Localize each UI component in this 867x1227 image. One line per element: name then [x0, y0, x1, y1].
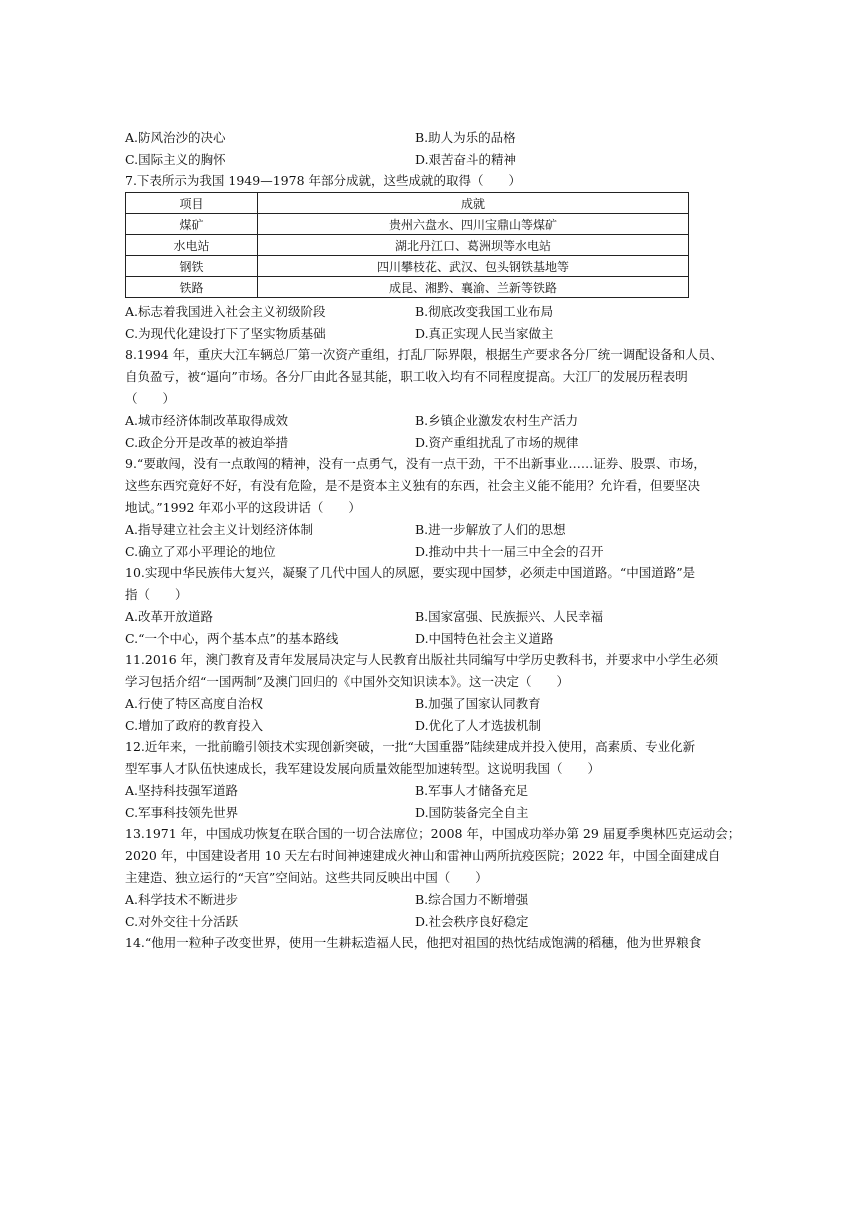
table-header-achievement: 成就	[258, 193, 689, 214]
q10-option-a[interactable]: A.改革开放道路	[125, 609, 214, 624]
table-cell: 贵州六盘水、四川宝鼎山等煤矿	[258, 214, 689, 235]
table-row	[126, 277, 689, 298]
q11-stem-line1: 11.2016 年，澳门教育及青年发展局决定与人民教育出版社共同编写中学历史教科书，并要求中小学生必须	[125, 652, 719, 667]
q6-option-b[interactable]: B.助人为乐的品格	[415, 130, 516, 145]
q14-stem-line1: 14.“他用一粒种子改变世界，使用一生耕耘造福人民，他把对祖国的热忱结成饱满的稻穗，他为世界粮食	[125, 935, 702, 950]
q6-option-a[interactable]: A.防风治沙的决心	[125, 130, 226, 145]
table-cell: 水电站	[126, 235, 258, 256]
q13-option-d[interactable]: D.社会秩序良好稳定	[415, 914, 529, 929]
table-header-item: 项目	[126, 193, 258, 214]
q8-stem-line2: 自负盈亏，被“逼向”市场。各分厂由此各显其能，职工收入均有不同程度提高。大江厂的发展历程表明	[125, 369, 688, 384]
q12-option-a[interactable]: A.坚持科技强军道路	[125, 783, 239, 798]
q12-stem-line1: 12.近年来，一批前瞻引领技术实现创新突破，一批“大国重器”陆续建成并投入使用，高素质、专业化新	[125, 739, 696, 754]
q12-stem-line2: 型军事人才队伍快速成长，我军建设发展向质量效能型加速转型。这说明我国（ ）	[125, 761, 601, 776]
table-cell: 湖北丹江口、葛洲坝等水电站	[258, 235, 689, 256]
q11-option-c[interactable]: C.增加了政府的教育投入	[125, 718, 264, 733]
q8-option-c[interactable]: C.政企分开是改革的被迫举措	[125, 435, 289, 450]
q9-option-c[interactable]: C.确立了邓小平理论的地位	[125, 544, 276, 559]
q11-option-b[interactable]: B.加强了国家认同教育	[415, 696, 541, 711]
q6-option-d[interactable]: D.艰苦奋斗的精神	[415, 152, 517, 167]
table-cell: 铁路	[126, 277, 258, 298]
q7-option-c[interactable]: C.为现代化建设打下了坚实物质基础	[125, 326, 326, 341]
q7-option-a[interactable]: A.标志着我国进入社会主义初级阶段	[125, 304, 326, 319]
q8-option-a[interactable]: A.城市经济体制改革取得成效	[125, 413, 289, 428]
q9-option-a[interactable]: A.指导建立社会主义计划经济体制	[125, 522, 314, 537]
table-row	[126, 214, 689, 235]
achievements-table	[125, 192, 689, 298]
q10-stem-line1: 10.实现中华民族伟大复兴，凝聚了几代中国人的夙愿，要实现中国梦，必须走中国道路。“中国道路”是	[125, 565, 696, 580]
q12-option-d[interactable]: D.国防装备完全自主	[415, 805, 529, 820]
q11-option-d[interactable]: D.优化了人才选拔机制	[415, 718, 542, 733]
table-row	[126, 235, 689, 256]
q8-option-b[interactable]: B.乡镇企业激发农村生产活力	[415, 413, 579, 428]
q13-option-b[interactable]: B.综合国力不断增强	[415, 892, 529, 907]
q10-option-d[interactable]: D.中国特色社会主义道路	[415, 631, 554, 646]
q12-option-c[interactable]: C.军事科技领先世界	[125, 805, 239, 820]
q12-option-b[interactable]: B.军事人才储备充足	[415, 783, 529, 798]
q13-option-c[interactable]: C.对外交往十分活跃	[125, 914, 239, 929]
q9-option-b[interactable]: B.进一步解放了人们的思想	[415, 522, 566, 537]
table-cell: 成昆、湘黔、襄渝、兰新等铁路	[258, 277, 689, 298]
q6-option-c[interactable]: C.国际主义的胸怀	[125, 152, 226, 167]
q13-option-a[interactable]: A.科学技术不断进步	[125, 892, 239, 907]
q9-stem-line2: 这些东西究竟好不好，有没有危险，是不是资本主义独有的东西，社会主义能不能用？允许看，但要坚决	[125, 478, 701, 493]
q9-stem-line1: 9.“要敢闯，没有一点敢闯的精神，没有一点勇气，没有一点干劲，干不出新事业……证券、股票、市场，	[125, 456, 706, 471]
table-row	[126, 256, 689, 277]
q7-option-d[interactable]: D.真正实现人民当家做主	[415, 326, 554, 341]
q10-option-b[interactable]: B.国家富强、民族振兴、人民幸福	[415, 609, 604, 624]
q13-stem-line3: 主建造、独立运行的“天宫”空间站。这些共同反映出中国（ ）	[125, 870, 488, 885]
q11-option-a[interactable]: A.行使了特区高度自治权	[125, 696, 264, 711]
q7-stem: 7.下表所示为我国 1949—1978 年部分成就，这些成就的取得（ ）	[125, 173, 521, 188]
q9-stem-line3: 地试。”1992 年邓小平的这段讲话（ ）	[125, 500, 361, 515]
q11-stem-line2: 学习包括介绍“一国两制”及澳门回归的《中国外交知识读本》。这一决定（ ）	[125, 674, 570, 689]
q10-option-c[interactable]: C.“一个中心，两个基本点”的基本路线	[125, 631, 339, 646]
q13-stem-line1: 13.1971 年，中国成功恢复在联合国的一切合法席位；2008 年，中国成功举办第 29 届夏季奥林匹克运动会；	[125, 826, 741, 841]
table-cell: 四川攀枝花、武汉、包头钢铁基地等	[258, 256, 689, 277]
q7-option-b[interactable]: B.彻底改变我国工业布局	[415, 304, 554, 319]
q8-stem-line1: 8.1994 年，重庆大江车辆总厂第一次资产重组，打乱厂际界限，根据生产要求各分厂统一调配设备和人员、	[125, 347, 723, 362]
q13-stem-line2: 2020 年，中国建设者用 10 天左右时间神速建成火神山和雷神山两所抗疫医院；2022 年，中国全面建成自	[125, 848, 721, 863]
table-header-row	[126, 193, 689, 214]
table-cell: 煤矿	[126, 214, 258, 235]
q8-stem-line3: （ ）	[125, 391, 176, 406]
q10-stem-line2: 指（ ）	[125, 587, 188, 602]
table-cell: 钢铁	[126, 256, 258, 277]
q8-option-d[interactable]: D.资产重组扰乱了市场的规律	[415, 435, 579, 450]
q9-option-d[interactable]: D.推动中共十一届三中全会的召开	[415, 544, 604, 559]
